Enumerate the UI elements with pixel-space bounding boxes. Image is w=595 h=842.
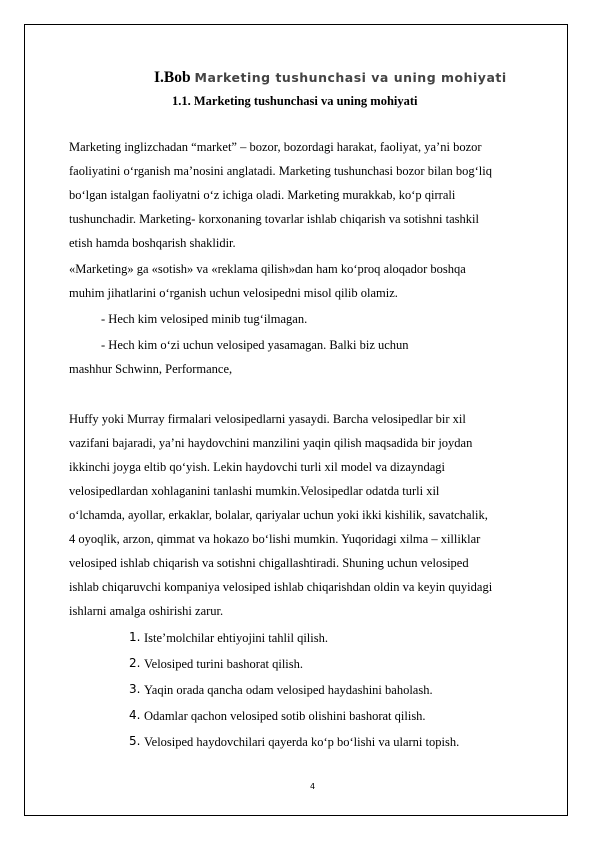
list-item: Yaqin orada qancha odam velosiped haydashini baholash. — [144, 683, 433, 697]
paragraph-line: faoliyatini o‘rganish ma’nosini anglatadi. Marketing tushunchasi bozor bilan bog‘liq — [69, 164, 492, 178]
paragraph-line: vazifani bajaradi, ya’ni haydovchini manzilini yaqin qilish maqsadida bir joydan — [69, 436, 473, 450]
list-number: 2. — [129, 656, 141, 670]
paragraph-line: ishlarni amalga oshirishi zarur. — [69, 604, 224, 618]
paragraph-line: etish hamda boshqarish shaklidir. — [69, 236, 236, 250]
paragraph-line: o‘lchamda, ayollar, erkaklar, bolalar, qariyalar uchun yoki ikki kishilik, savatchalik, — [69, 508, 488, 522]
list-item: Iste’molchilar ehtiyojini tahlil qilish. — [144, 631, 328, 645]
paragraph-line: velosipedlardan xohlaganini tanlashi mumkin.Velosipedlar odatda turli xil — [69, 484, 440, 498]
paragraph-line: velosiped ishlab chiqarish va sotishni chigallashtiradi. Shuning uchun velosiped — [69, 556, 469, 570]
chapter-title — [154, 69, 507, 87]
section-title: 1.1. Marketing tushunchasi va uning mohiyati — [172, 94, 418, 108]
brands-line: mashhur Schwinn, Performance, — [69, 362, 233, 376]
page-number: 4 — [310, 782, 316, 791]
paragraph-line: 4 oyoqlik, arzon, qimmat va hokazo bo‘lishi mumkin. Yuqoridagi xilma – xilliklar — [69, 532, 481, 546]
paragraph-line: tushunchadir. Marketing- korxonaning tovarlar ishlab chiqarish va sotishni tashkil — [69, 212, 479, 226]
dash-item: - Hech kim velosiped minib tug‘ilmagan. — [101, 312, 308, 326]
list-number: 3. — [129, 682, 141, 696]
list-number: 5. — [129, 734, 141, 748]
paragraph-line: ikkinchi joyga eltib qo‘yish. Lekin haydovchi turli xil model va dizayndagi — [69, 460, 445, 474]
chapter-heading: Marketing tushunchasi va uning mohiyati — [194, 70, 507, 85]
dash-item: - Hech kim o‘zi uchun velosiped yasamagan. Balki biz uchun — [101, 338, 409, 352]
paragraph-line: Marketing inglizchadan “market” – bozor, bozordagi harakat, faoliyat, ya’ni bozor — [69, 140, 482, 154]
list-item: Odamlar qachon velosiped sotib olishini bashorat qilish. — [144, 709, 426, 723]
list-item: Velosiped haydovchilari qayerda ko‘p bo‘lishi va ularni topish. — [144, 735, 460, 749]
paragraph-line: «Marketing» ga «sotish» va «reklama qilish»dan ham ko‘proq aloqador boshqa — [69, 262, 466, 276]
list-number: 1. — [129, 630, 141, 644]
paragraph-line: bo‘lgan istalgan faoliyatni o‘z ichiga oladi. Marketing murakkab, ko‘p qirrali — [69, 188, 456, 202]
paragraph-line: Huffy yoki Murray firmalari velosipedlarni yasaydi. Barcha velosipedlar bir xil — [69, 412, 466, 426]
paragraph-line: muhim jihatlarini o‘rganish uchun velosipedni misol qilib olamiz. — [69, 286, 398, 300]
paragraph-line: ishlab chiqaruvchi kompaniya velosiped ishlab chiqarishdan oldin va keyin quyidagi — [69, 580, 493, 594]
chapter-number: I.Bob — [154, 69, 191, 86]
list-number: 4. — [129, 708, 141, 722]
list-item: Velosiped turini bashorat qilish. — [144, 657, 304, 671]
